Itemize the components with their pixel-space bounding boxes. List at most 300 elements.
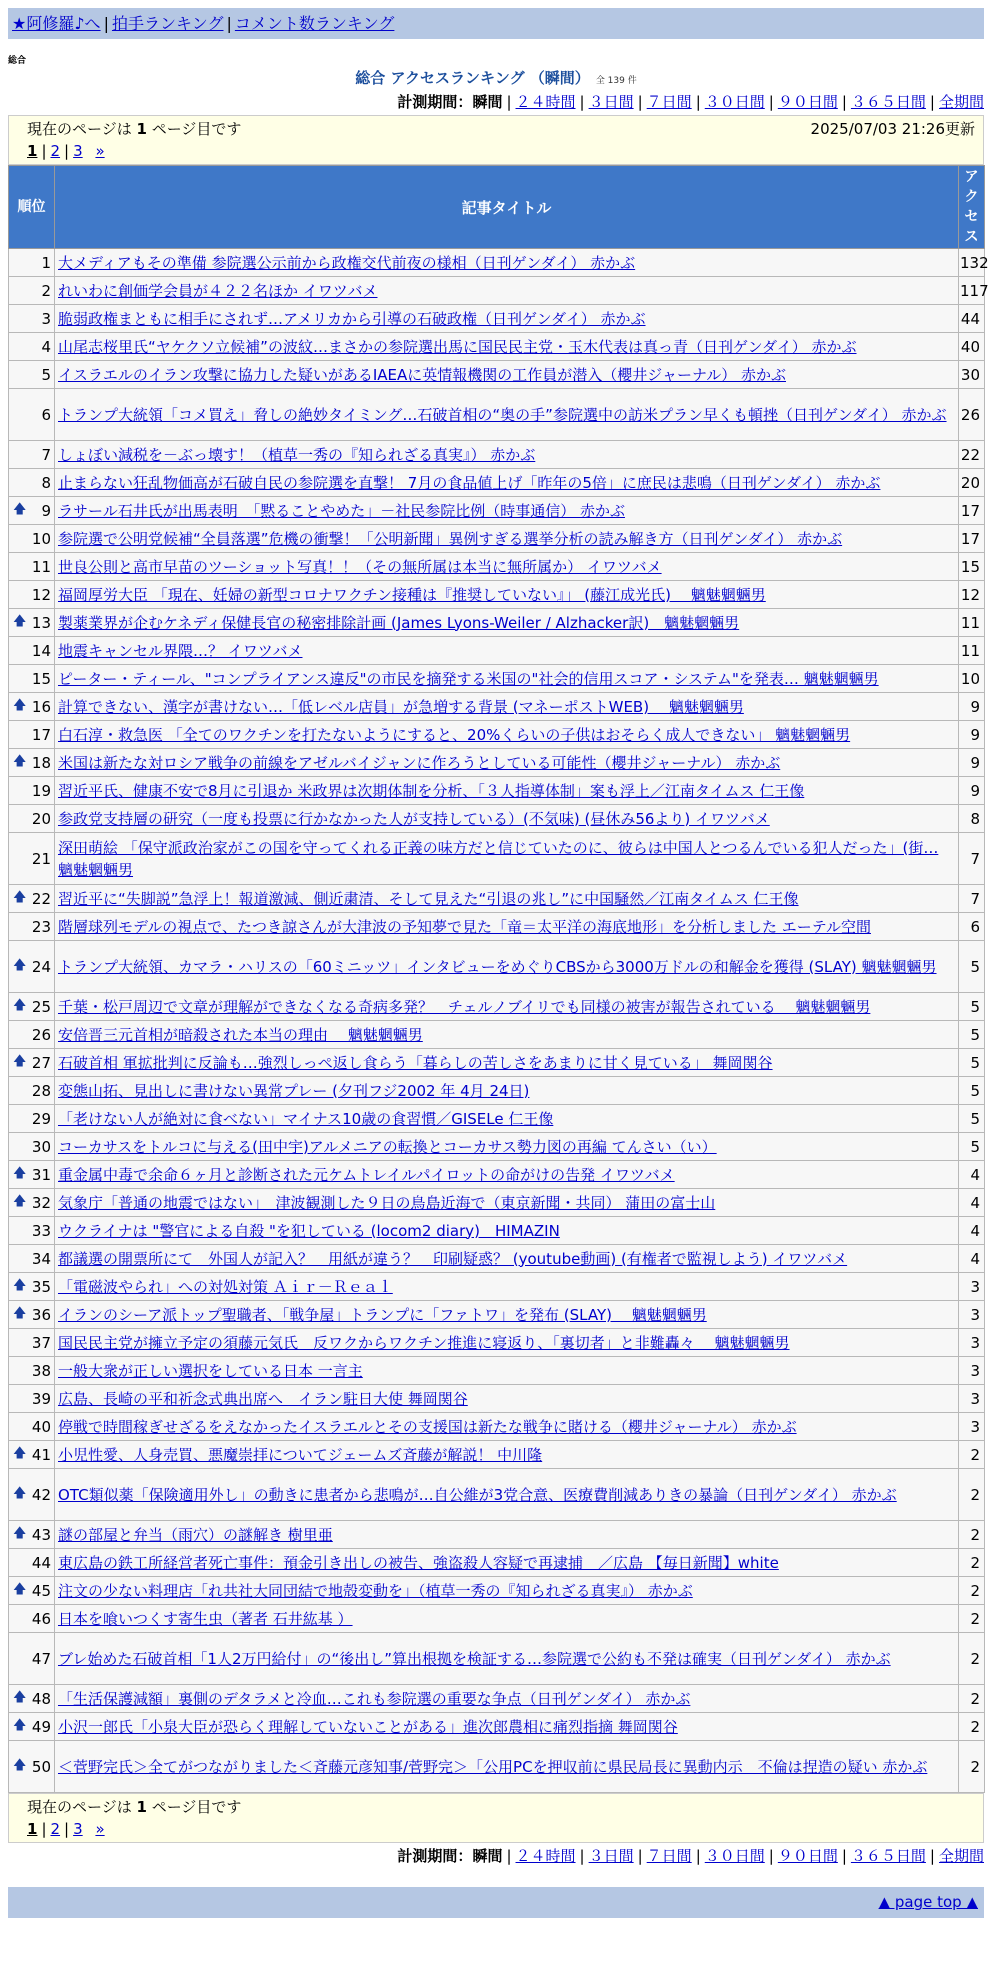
article-link[interactable]: 一般大衆が正しい選択をしている日本 一言主 [58,1361,363,1380]
access-count: 7 [959,833,985,885]
access-count: 9 [959,693,985,721]
article-link[interactable]: 謎の部屋と弁当（雨穴）の謎解き 樹里亜 [58,1525,333,1544]
article-link[interactable]: ピーター・ティール、"コンプライアンス違反"の市民を摘発する米国の"社会的信用スコア・システム"を発表… 魑魅魍魎男 [58,669,879,688]
article-link[interactable]: コーカサスをトルコに与える(田中宇)アルメニアの転換とコーカサス勢力図の再編 てんさい（い） [58,1137,717,1156]
rank-number: 14 [31,641,51,660]
table-row [9,941,985,993]
table-row [9,833,985,885]
article-link[interactable]: 「電磁波やられ」への対処対策 Ａｉｒ－Ｒｅａｌ [58,1277,393,1296]
access-count: 17 [959,525,985,553]
rank-number: 37 [31,1333,51,1352]
article-link[interactable]: ウクライナは "警官による自殺 "を犯している (locom2 diary) HIMAZIN [58,1221,560,1240]
table-row [9,249,985,277]
col-header-rank: 順位 [9,166,55,249]
rank-number: 44 [31,1553,51,1572]
rank-up-arrow-icon: 🡅 [13,1581,27,1597]
title-cell [55,1713,959,1741]
rank-cell [9,885,55,913]
rank-number: 18 [31,753,51,772]
table-row [9,277,985,305]
period-link[interactable]: ２４時間 [515,1847,576,1865]
article-link[interactable]: 石破首相 軍拡批判に反論も…強烈しっぺ返し食らう「暮らしの苦しさをあまりに甘く見ている」 舞岡関谷 [58,1053,773,1072]
period-link[interactable]: ３０日間 [704,93,765,111]
table-row [9,721,985,749]
article-link[interactable]: 気象庁「普通の地震ではない」 津波観測した９日の鳥島近海で（東京新聞・共同） 蒲田の富士山 [58,1193,716,1212]
rank-cell [9,249,55,277]
article-link[interactable]: 習近平に“失脚説”急浮上！報道激減、側近粛清、そして見えた“引退の兆し”に中国騒然／江南タイムス 仁王像 [58,889,799,908]
article-link[interactable]: 製薬業界が企むケネディ保健長官の秘密排除計画 (James Lyons-Weiler / Alzhacker訳) 魑魅魍魎男 [58,613,740,632]
rank-cell [9,777,55,805]
rank-cell [9,333,55,361]
table-row [9,1741,985,1793]
rank-number: 3 [41,309,51,328]
rank-number: 30 [31,1137,51,1156]
pager-top [8,115,984,165]
table-row [9,497,985,525]
access-count: 3 [959,1273,985,1301]
title-cell [55,1077,959,1105]
rank-cell [9,1161,55,1189]
page-links-bottom: 1 | 2 | 3 » [27,1820,105,1838]
article-link[interactable]: 参院選で公明党候補“全員落選”危機の衝撃！「公明新聞」異例すぎる選挙分析の読み解き方（日刊ゲンダイ） 赤かぶ [58,529,843,548]
table-row [9,389,985,441]
total-count: 全 139 件 [595,76,637,86]
rank-up-arrow-icon: 🡅 [13,1305,27,1321]
page-link[interactable]: 2 [50,142,61,160]
title-cell [55,305,959,333]
title-cell [55,1133,959,1161]
period-link[interactable]: ７日間 [646,93,692,111]
article-link[interactable]: 東広島の鉄工所経営者死亡事件：預金引き出しの被告、強盗殺人容疑で再逮捕 ／広島 【毎日新聞】white [58,1553,779,1572]
rank-cell [9,833,55,885]
period-link[interactable]: ３日間 [588,93,634,111]
access-count: 9 [959,777,985,805]
title-cell [55,1357,959,1385]
access-count: 44 [959,305,985,333]
table-row [9,1413,985,1441]
access-count: 4 [959,1161,985,1189]
table-row [9,1273,985,1301]
access-count: 9 [959,749,985,777]
rank-cell [9,1713,55,1741]
table-row [9,1685,985,1713]
table-row [9,1441,985,1469]
period-label: 計測期間： [397,1847,473,1865]
page-top-link[interactable]: ▲ page top ▲ [878,1893,978,1911]
table-row [9,1077,985,1105]
access-count: 17 [959,497,985,525]
access-count: 3 [959,1301,985,1329]
rank-cell [9,609,55,637]
nav-clap-ranking-link[interactable]: 拍手ランキング [111,14,224,33]
page-link[interactable]: 2 [50,1820,61,1838]
rank-number: 6 [41,405,51,424]
col-header-access: アクセス [959,166,985,249]
article-link[interactable]: 階層球列モデルの視点で、たつき諒さんが大津波の予知夢で見た「竜＝太平洋の海底地形」を分析しました エーテル空間 [58,917,871,936]
period-selector-top: 計測期間：瞬間 | ２４時間 | ３日間 | ７日間 | ３０日間 | ９０日間 | ３６５日間 | 全期間 [397,93,984,111]
access-count: 22 [959,441,985,469]
title-cell [55,1021,959,1049]
article-link[interactable]: イランのシーア派トップ聖職者、「戦争屋」トランプに「ファトワ」を発布 (SLAY) 魑魅魍魎男 [58,1305,707,1324]
article-link[interactable]: れいわに創価学会員が４２２名ほか イワツバメ [58,281,378,300]
period-link[interactable]: ３６５日間 [850,93,926,111]
period-label: 計測期間： [397,93,473,111]
table-row [9,665,985,693]
access-count: 5 [959,993,985,1021]
rank-cell [9,1357,55,1385]
table-row [9,441,985,469]
rank-cell [9,805,55,833]
title-cell [55,1049,959,1077]
next-page-link[interactable]: » [95,1820,105,1838]
rank-number: 31 [31,1165,51,1184]
rank-number: 15 [31,669,51,688]
rank-cell [9,1385,55,1413]
rank-cell [9,1633,55,1685]
title-cell [55,805,959,833]
period-link[interactable]: ３日間 [588,1847,634,1865]
table-row [9,1329,985,1357]
article-link[interactable]: 大メディアもその準備 参院選公示前から政権交代前夜の様相（日刊ゲンダイ） 赤かぶ [58,253,636,272]
period-link[interactable]: ９０日間 [777,93,838,111]
table-row [9,1605,985,1633]
rank-cell [9,1577,55,1605]
page-title-text: 総合 アクセスランキング （瞬間） [355,69,590,87]
table-row [9,1133,985,1161]
article-link[interactable]: 注文の少ない料理店「れ共社大同団結で地殻変動を」（植草一秀の『知られざる真実』） 赤かぶ [58,1581,693,1600]
rank-cell [9,993,55,1021]
title-cell [55,361,959,389]
title-cell [55,1385,959,1413]
rank-up-arrow-icon: 🡅 [13,501,27,517]
title-cell [55,1105,959,1133]
rank-number: 1 [41,253,51,272]
access-count: 5 [959,1133,985,1161]
article-link[interactable]: 世良公則と高市早苗のツーショット写真！！（その無所属は本当に無所属か） イワツバメ [58,557,662,576]
access-count: 2 [959,1605,985,1633]
page-link[interactable]: 3 [73,1820,83,1838]
access-count: 2 [959,1441,985,1469]
rank-number: 42 [31,1485,51,1504]
table-row [9,913,985,941]
article-link[interactable]: 計算できない、漢字が書けない…「低レベル店員」が急増する背景 (マネーポストWEB) 魑魅魍魎男 [58,697,744,716]
title-cell [55,1685,959,1713]
access-count: 11 [959,637,985,665]
page-links-top: 1 | 2 | 3 » [27,142,105,160]
rank-cell [9,553,55,581]
page-link-current: 1 [27,1820,38,1838]
rank-cell [9,1273,55,1301]
title-cell [55,441,959,469]
table-row [9,805,985,833]
access-count: 15 [959,553,985,581]
page-link-current: 1 [27,142,38,160]
title-cell [55,1741,959,1793]
access-count: 3 [959,1413,985,1441]
article-link[interactable]: 都議選の開票所にて 外国人が記入？ 用紙が違う？ 印刷疑惑？ (youtube動画) (有権者で監視しよう) イワツバメ [58,1249,848,1268]
title-cell [55,277,959,305]
article-link[interactable]: ブレ始めた石破首相「1人2万円給付」の“後出し”算出根拠を検証する…参院選で公約も不発は確実（日刊ゲンダイ） 赤かぶ [58,1649,891,1668]
period-link[interactable]: ９０日間 [777,1847,838,1865]
rank-number: 40 [31,1417,51,1436]
rank-cell [9,277,55,305]
rank-number: 22 [31,889,51,908]
access-count: 8 [959,805,985,833]
article-link[interactable]: 重金属中毒で余命６ヶ月と診断された元ケムトレイルパイロットの命がけの告発 イワツバメ [58,1165,675,1184]
rank-cell [9,1189,55,1217]
rank-cell [9,497,55,525]
rank-number: 49 [31,1717,51,1736]
title-cell [55,1273,959,1301]
rank-number: 12 [31,585,51,604]
title-cell [55,389,959,441]
period-link[interactable]: ３０日間 [704,1847,765,1865]
rank-number: 4 [41,337,51,356]
title-cell [55,885,959,913]
rank-cell [9,721,55,749]
period-link[interactable]: 全期間 [938,1847,984,1865]
page-title [8,67,984,89]
table-row [9,1245,985,1273]
table-row [9,1301,985,1329]
title-cell [55,1301,959,1329]
rank-up-arrow-icon: 🡅 [13,1757,27,1773]
pager-bottom [8,1793,984,1843]
top-nav-bar: ★阿修羅♪へ | 拍手ランキング | コメント数ランキング [8,8,984,39]
title-cell [55,469,959,497]
table-row [9,1161,985,1189]
rank-number: 21 [31,849,51,868]
table-row [9,777,985,805]
table-row [9,1021,985,1049]
table-row [9,1469,985,1521]
article-link[interactable]: しょぼい減税を－ぶっ壊す！（植草一秀の『知られざる真実』） 赤かぶ [58,445,536,464]
article-link[interactable]: 広島、長崎の平和祈念式典出席へ イラン駐日大使 舞岡関谷 [58,1389,468,1408]
rank-cell [9,305,55,333]
rank-number: 50 [31,1757,51,1776]
rank-cell [9,389,55,441]
title-cell [55,665,959,693]
article-link[interactable]: イスラエルのイラン攻撃に協力した疑いがあるIAEAに英情報機関の工作員が潜入（櫻井ジャーナル） 赤かぶ [58,365,786,384]
period-link[interactable]: 全期間 [938,93,984,111]
nav-comment-ranking-link[interactable]: コメント数ランキング [234,14,395,33]
article-link[interactable]: ＜菅野完氏＞全てがつながりました＜斉藤元彦知事/菅野完＞「公用PCを押収前に県民局長に異動内示 不倫は捏造の疑い 赤かぶ [58,1757,928,1776]
article-link[interactable]: 「老けない人が絶対に食べない」マイナス10歳の食習慣／GISELe 仁王像 [58,1109,554,1128]
article-link[interactable]: 脆弱政権まともに相手にされず…アメリカから引導の石破政権（日刊ゲンダイ） 赤かぶ [58,309,646,328]
rank-up-arrow-icon: 🡅 [13,753,27,769]
article-link[interactable]: 小沢一郎氏「小泉大臣が恐らく理解していないことがある」進次郎農相に痛烈指摘 舞岡関谷 [58,1717,678,1736]
rank-number: 28 [31,1081,51,1100]
title-cell [55,749,959,777]
table-row [9,637,985,665]
rank-number: 43 [31,1525,51,1544]
access-count: 2 [959,1713,985,1741]
next-page-link[interactable]: » [95,142,105,160]
rank-up-arrow-icon: 🡅 [13,613,27,629]
article-link[interactable]: 止まらない狂乱物価高が石破自民の参院選を直撃！ 7月の食品値上げ「昨年の5倍」に庶民は悲鳴（日刊ゲンダイ） 赤かぶ [58,473,881,492]
article-link[interactable]: 千葉・松戸周辺で文章が理解ができなくなる奇病多発？ チェルノブイリでも同様の被害が報告されている 魑魅魍魎男 [58,997,871,1016]
access-count: 40 [959,333,985,361]
rank-number: 2 [41,281,51,300]
access-count: 20 [959,469,985,497]
rank-cell [9,941,55,993]
table-row [9,361,985,389]
period-current: 瞬間 [472,93,503,111]
title-cell [55,1217,959,1245]
page-top-bar [8,1887,984,1918]
rank-number: 23 [31,917,51,936]
rank-cell [9,1469,55,1521]
period-link[interactable]: ７日間 [646,1847,692,1865]
rank-number: 36 [31,1305,51,1324]
access-count: 7 [959,885,985,913]
table-row [9,609,985,637]
rank-number: 13 [31,613,51,632]
rank-cell [9,1105,55,1133]
period-current: 瞬間 [472,1847,503,1865]
title-cell [55,525,959,553]
title-cell [55,553,959,581]
rank-number: 11 [31,557,51,576]
title-cell [55,1549,959,1577]
rank-up-arrow-icon: 🡅 [13,1053,27,1069]
access-count: 11 [959,609,985,637]
rank-up-arrow-icon: 🡅 [13,1717,27,1733]
table-row [9,749,985,777]
article-link[interactable]: 国民民主党が擁立予定の須藤元気氏 反ワクからワクチン推進に寝返り、「裏切者」と非難轟々 魑魅魍魎男 [58,1333,790,1352]
rank-cell [9,1441,55,1469]
rank-up-arrow-icon: 🡅 [13,697,27,713]
rank-number: 5 [41,365,51,384]
rank-number: 34 [31,1249,51,1268]
rank-number: 8 [41,473,51,492]
table-row [9,1217,985,1245]
article-link[interactable]: 安倍晋三元首相が暗殺された本当の理由 魑魅魍魎男 [58,1025,423,1044]
access-count: 2 [959,1685,985,1713]
table-row [9,1549,985,1577]
rank-up-arrow-icon: 🡅 [13,889,27,905]
rank-number: 46 [31,1609,51,1628]
title-cell [55,833,959,885]
article-link[interactable]: 停戦で時間稼ぎせざるをえなかったイスラエルとその支援国は新たな戦争に賭ける（櫻井ジャーナル） 赤かぶ [58,1417,797,1436]
rank-cell [9,1605,55,1633]
rank-cell [9,441,55,469]
rank-up-arrow-icon: 🡅 [13,1277,27,1293]
article-link[interactable]: 「生活保護減額」裏側のデタラメと冷血…これも参院選の重要な争点（日刊ゲンダイ） 赤かぶ [58,1689,691,1708]
article-link[interactable]: 地震キャンセル界隈…？ イワツバメ [58,641,303,660]
table-row [9,1577,985,1605]
article-link[interactable]: 習近平氏、健康不安で8月に引退か 米政界は次期体制を分析、「３人指導体制」案も浮上／江南タイムス 仁王像 [58,781,805,800]
access-count: 5 [959,1021,985,1049]
title-cell [55,913,959,941]
title-cell [55,1633,959,1685]
period-link[interactable]: ２４時間 [515,93,576,111]
article-link[interactable]: 日本を喰いつくす寄生虫（著者 石井紘基 ） [58,1609,353,1628]
period-link[interactable]: ３６５日間 [850,1847,926,1865]
access-count: 12 [959,581,985,609]
table-row [9,885,985,913]
site-label: 総合 [8,56,27,66]
article-link[interactable]: 白石淳・救急医 「全てのワクチンを打たないようにすると、20%くらいの子供はおそらく成人できない」 魑魅魍魎男 [58,725,851,744]
title-cell [55,581,959,609]
rank-cell [9,581,55,609]
rank-up-arrow-icon: 🡅 [13,1689,27,1705]
rank-number: 39 [31,1389,51,1408]
page-link[interactable]: 3 [73,142,83,160]
access-count: 4 [959,1189,985,1217]
rank-cell [9,1549,55,1577]
current-page-text-bottom: 現在のページは 1 ページ目です [27,1798,242,1816]
rank-cell [9,637,55,665]
access-count: 26 [959,389,985,441]
rank-cell [9,1329,55,1357]
table-row [9,693,985,721]
rank-cell [9,1077,55,1105]
rank-number: 25 [31,997,51,1016]
table-row [9,1357,985,1385]
table-row [9,333,985,361]
rank-cell [9,1245,55,1273]
article-link[interactable]: トランプ大統領「コメ買え」脅しの絶妙タイミング…石破首相の“奥の手”参院選中の訪米プラン早くも頓挫（日刊ゲンダイ） 赤かぶ [58,405,947,424]
rank-up-arrow-icon: 🡅 [13,1525,27,1541]
article-link[interactable]: 山尾志桜里氏“ヤケクソ立候補”の波紋…まさかの参院選出馬に国民民主党・玉木代表は真っ青（日刊ゲンダイ） 赤かぶ [58,337,857,356]
updated-timestamp: 2025/07/03 21:26更新 [810,120,975,138]
rank-number: 7 [41,445,51,464]
rank-cell [9,693,55,721]
table-row [9,1385,985,1413]
article-link[interactable]: OTC類似薬「保険適用外し」の動きに患者から悲鳴が…自公維が3党合意、医療費削減ありきの暴論（日刊ゲンダイ） 赤かぶ [58,1485,897,1504]
title-cell [55,497,959,525]
rank-number: 26 [31,1025,51,1044]
title-cell [55,1469,959,1521]
article-link[interactable]: 深田萌絵 「保守派政治家がこの国を守ってくれる正義の味方だと信じていたのに、彼らは中国人とつるんでいる犯人だった」(街… 魑魅魍魎男 [58,838,939,879]
title-cell [55,333,959,361]
title-cell [55,1329,959,1357]
rank-cell [9,1133,55,1161]
article-link[interactable]: 福岡厚労大臣 「現在、妊婦の新型コロナワクチン接種は『推奨していない』」 (藤江成光氏) 魑魅魍魎男 [58,585,766,604]
rank-cell [9,1413,55,1441]
rank-up-arrow-icon: 🡅 [13,1445,27,1461]
access-count: 2 [959,1633,985,1685]
table-row [9,1633,985,1685]
article-link[interactable]: 小児性愛、人身売買、悪魔崇拝についてジェームズ斉藤が解説！ 中川隆 [58,1445,543,1464]
rank-number: 29 [31,1109,51,1128]
rank-number: 9 [41,501,51,520]
article-link[interactable]: トランプ大統領、カマラ・ハリスの「60ミニッツ」インタビューをめぐりCBSから3000万ドルの和解金を獲得 (SLAY) 魑魅魍魎男 [58,957,937,976]
table-row [9,1105,985,1133]
access-count: 2 [959,1741,985,1793]
article-link[interactable]: ラサール石井氏が出馬表明 「黙ることやめた」－社民参院比例（時事通信） 赤かぶ [58,501,625,520]
current-page-text: 現在のページは 1 ページ目です [27,120,242,138]
rank-cell [9,525,55,553]
access-count: 132 [959,249,985,277]
article-link[interactable]: 変態山拓、見出しに書けない異常プレー (夕刊フジ2002 年 4月 24日) [58,1081,530,1100]
period-selector-bottom: 計測期間：瞬間 | ２４時間 | ３日間 | ７日間 | ３０日間 | ９０日間 | ３６５日間 | 全期間 [397,1847,984,1865]
rank-number: 10 [31,529,51,548]
title-cell [55,1441,959,1469]
article-link[interactable]: 米国は新たな対ロシア戦争の前線をアゼルバイジャンに作ろうとしている可能性（櫻井ジャーナル） 赤かぶ [58,753,781,772]
article-link[interactable]: 参政党支持層の研究（一度も投票に行かなかった人が支持している）(不気味) (昼休み56より) イワツバメ [58,809,770,828]
nav-home-link[interactable]: ★阿修羅♪へ [12,14,101,33]
rank-cell [9,665,55,693]
title-cell [55,941,959,993]
title-cell [55,1245,959,1273]
rank-up-arrow-icon: 🡅 [13,1485,27,1501]
table-row [9,469,985,497]
title-cell [55,693,959,721]
table-row [9,1049,985,1077]
access-count: 2 [959,1577,985,1605]
